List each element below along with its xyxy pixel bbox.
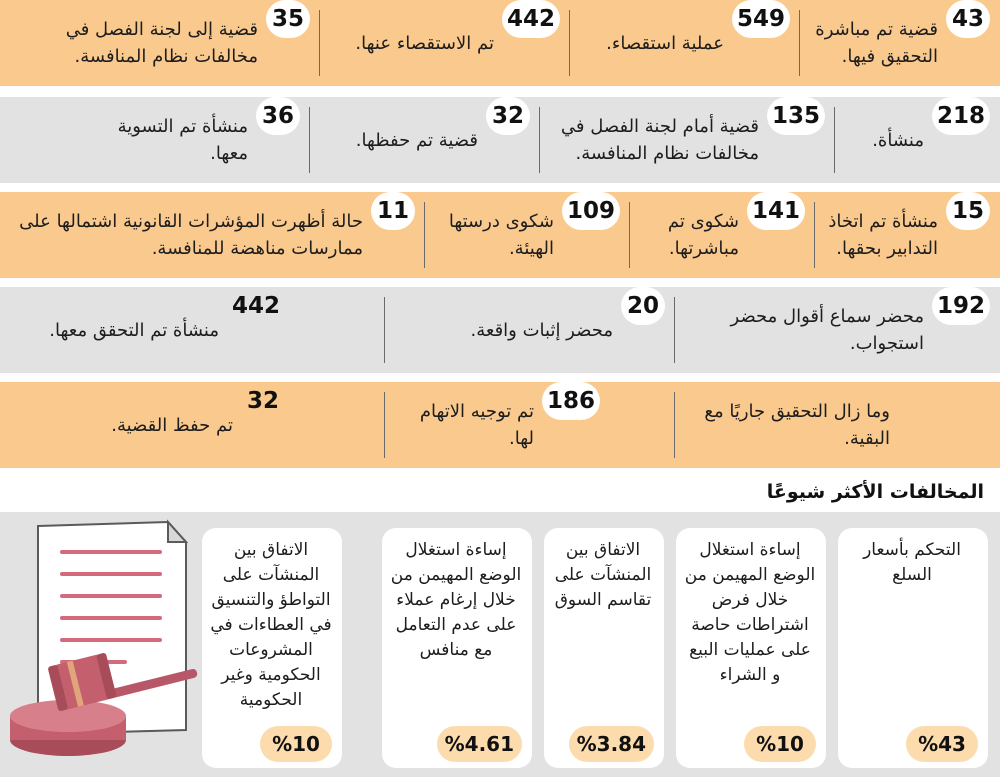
document-gavel-illustration: [0, 512, 210, 777]
stat-number: 109: [562, 192, 620, 230]
section-title: المخالفات الأكثر شيوعًا: [766, 481, 984, 503]
stat-text: تم الاستقصاء عنها.: [355, 32, 494, 54]
violation-percent: %10: [744, 726, 816, 762]
stat-cell: [0, 97, 310, 183]
stat-number: 36: [256, 97, 300, 135]
stat-number: 32: [246, 388, 279, 414]
violation-text: إساءة استغلال الوضع المهيمن من خلال إرغام عملاء على عدم التعامل مع منافس: [390, 540, 522, 660]
stat-cell: [320, 0, 570, 86]
stats-row-1: [0, 0, 1000, 86]
stat-cell: [425, 192, 630, 278]
stat-cell: [630, 192, 815, 278]
stat-number: 135: [767, 97, 825, 135]
violation-text: الاتفاق بين المنشآت على التواطؤ والتنسيق في العطاءات في المشروعات الحكومية وغير الحكومية: [210, 540, 332, 710]
stat-cell: [570, 0, 800, 86]
stats-row-4: [0, 287, 1000, 373]
stat-number: 35: [266, 0, 310, 38]
violation-text: التحكم بأسعار السلع: [863, 540, 961, 585]
stat-cell: [815, 192, 1000, 278]
stat-text: محضر إثبات واقعة.: [470, 319, 613, 341]
stat-text: وما زال التحقيق جاريًا مع البقية.: [704, 401, 890, 449]
stats-row-5: [0, 382, 1000, 468]
stat-text: منشأة تم التحقق معها.: [49, 319, 219, 341]
violation-card: [544, 528, 664, 768]
stat-text: قضية تم مباشرة التحقيق فيها.: [815, 19, 938, 67]
stats-row-3: [0, 192, 1000, 278]
violation-card: [676, 528, 826, 768]
stats-row-2: [0, 97, 1000, 183]
stat-cell: [675, 382, 1000, 468]
stat-text: قضية تم حفظها.: [355, 129, 478, 151]
stat-text: منشأة تم اتخاذ التدابير بحقها.: [828, 211, 938, 259]
stat-cell: [385, 287, 675, 373]
stat-cell: [675, 287, 1000, 373]
violation-card: [382, 528, 532, 768]
stat-cell: [540, 97, 835, 183]
stat-number: 141: [747, 192, 805, 230]
stat-number: 549: [732, 0, 790, 38]
stat-number: 442: [502, 0, 560, 38]
violation-percent: %4.61: [437, 726, 522, 762]
stat-number: 43: [946, 0, 990, 38]
stat-text: محضر سماع أقوال محضر استجواب.: [730, 306, 924, 354]
violation-text: إساءة استغلال الوضع المهيمن من خلال فرض اشتراطات حاصة على عمليات البيع و الشراء: [684, 540, 816, 685]
stat-cell: [800, 0, 1000, 86]
stat-text: منشأة.: [872, 129, 924, 151]
violation-percent: %10: [260, 726, 332, 762]
stat-number: 11: [371, 192, 415, 230]
stat-text: منشأة تم التسوية معها.: [117, 116, 248, 164]
stat-text: تم حفظ القضية.: [111, 414, 233, 436]
stat-cell: [0, 287, 385, 373]
stat-text: شكوى تم مباشرتها.: [667, 211, 739, 259]
stat-cell: [0, 192, 425, 278]
stat-text: تم توجيه الاتهام لها.: [419, 401, 534, 449]
stat-number: 15: [946, 192, 990, 230]
stat-text: حالة أظهرت المؤشرات القانونية اشتمالها على ممارسات مناهضة للمنافسة.: [19, 211, 363, 259]
stat-text: عملية استقصاء.: [606, 32, 724, 54]
stat-number: 442: [231, 293, 280, 319]
stat-cell: [385, 382, 675, 468]
stat-number: 192: [932, 287, 990, 325]
stat-number: 186: [542, 382, 600, 420]
stat-text: قضية إلى لجنة الفصل في مخالفات نظام المنافسة.: [65, 19, 258, 67]
stat-number: 32: [486, 97, 530, 135]
stat-cell: [835, 97, 1000, 183]
violation-percent: %43: [906, 726, 978, 762]
violation-card: [202, 528, 342, 768]
violation-percent: %3.84: [569, 726, 654, 762]
stat-number: 20: [621, 287, 665, 325]
stat-cell: [0, 382, 385, 468]
stat-cell: [310, 97, 540, 183]
stat-number: 218: [932, 97, 990, 135]
stat-text: شكوى درستها الهيئة.: [448, 211, 554, 259]
violation-text: الاتفاق بين المنشآت على تقاسم السوق: [554, 540, 652, 610]
violation-card: [838, 528, 988, 768]
stat-text: قضية أمام لجنة الفصل في مخالفات نظام المنافسة.: [560, 116, 759, 164]
stat-cell: [0, 0, 320, 86]
